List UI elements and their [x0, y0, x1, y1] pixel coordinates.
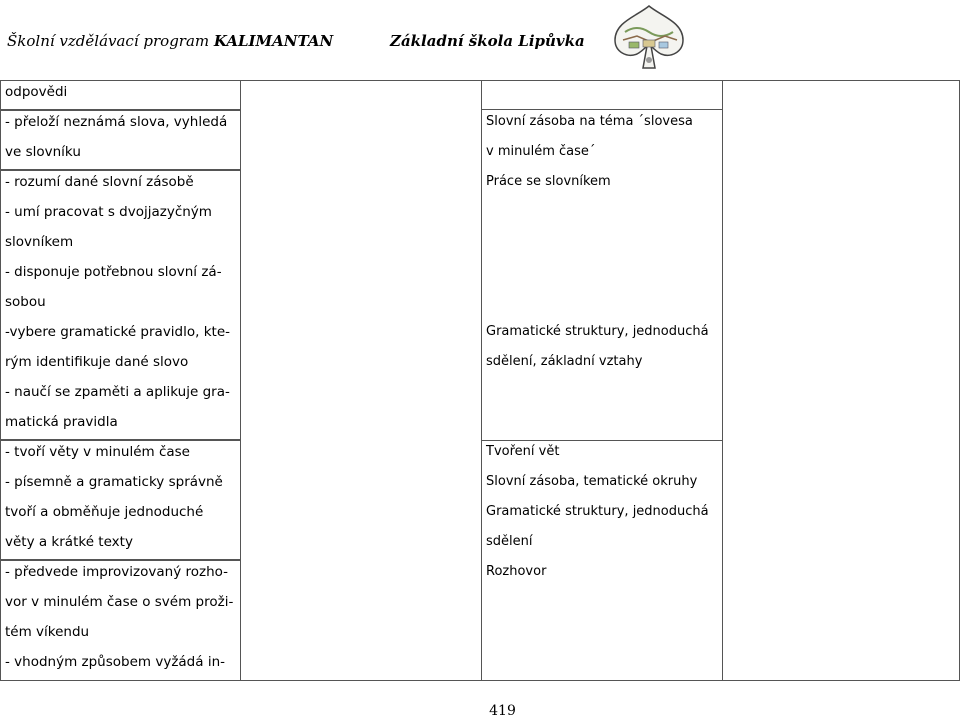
outcome-line: - písemně a gramaticky správně	[5, 474, 223, 490]
outcome-line: odpovědi	[5, 84, 68, 100]
right-cell-top	[481, 80, 723, 110]
outcome-line: - vhodným způsobem vyžádá in-	[5, 654, 225, 670]
outcome-line: slovníkem	[5, 234, 74, 250]
outcome-line: - přeloží neznámá slova, vyhledá	[5, 114, 228, 130]
middle-column	[240, 80, 482, 681]
program-title	[7, 32, 333, 50]
outcome-line: tvoří a obměňuje jednoduché	[5, 504, 204, 520]
curriculum-line: sdělení, základní vztahy	[486, 354, 643, 369]
outcome-line: - naučí se zpaměti a aplikuje gra-	[5, 384, 230, 400]
program-name: KALIMANTAN	[213, 32, 334, 50]
outcome-line: matická pravidla	[5, 414, 118, 430]
outcome-line: rým identifikuje dané slovo	[5, 354, 189, 370]
curriculum-line: Gramatické struktury, jednoduchá	[486, 324, 709, 339]
outcome-line: věty a krátké texty	[5, 534, 133, 550]
outcome-line: - tvoří věty v minulém čase	[5, 444, 190, 460]
curriculum-line: Tvoření vět	[486, 444, 560, 459]
outcome-line: ve slovníku	[5, 144, 81, 160]
outcome-line: vor v minulém čase o svém proži-	[5, 594, 234, 610]
outcome-line: - rozumí dané slovní zásobě	[5, 174, 194, 190]
curriculum-line: Rozhovor	[486, 564, 547, 579]
curriculum-line: Slovní zásoba, tematické okruhy	[486, 474, 698, 489]
curriculum-line: v minulém čase´	[486, 144, 596, 159]
curriculum-line: Gramatické struktury, jednoduchá	[486, 504, 709, 519]
school-name: Základní škola Lipůvka	[390, 32, 585, 50]
school-logo-icon	[607, 2, 691, 76]
outcome-line: - disponuje potřebnou slovní zá-	[5, 264, 222, 280]
outcome-line: - předvede improvizovaný rozho-	[5, 564, 229, 580]
outcome-line: sobou	[5, 294, 46, 310]
outcome-line: - umí pracovat s dvojjazyčným	[5, 204, 212, 220]
curriculum-line: sdělení	[486, 534, 533, 549]
program-prefix: Školní vzdělávací program	[7, 32, 214, 50]
curriculum-line: Práce se slovníkem	[486, 174, 611, 189]
outcome-line: tém víkendu	[5, 624, 90, 640]
page-number: 419	[489, 703, 516, 719]
outcome-line: -vybere gramatické pravidlo, kte-	[5, 324, 231, 340]
fourth-column	[722, 80, 960, 681]
curriculum-line: Slovní zásoba na téma ´slovesa	[486, 114, 693, 129]
